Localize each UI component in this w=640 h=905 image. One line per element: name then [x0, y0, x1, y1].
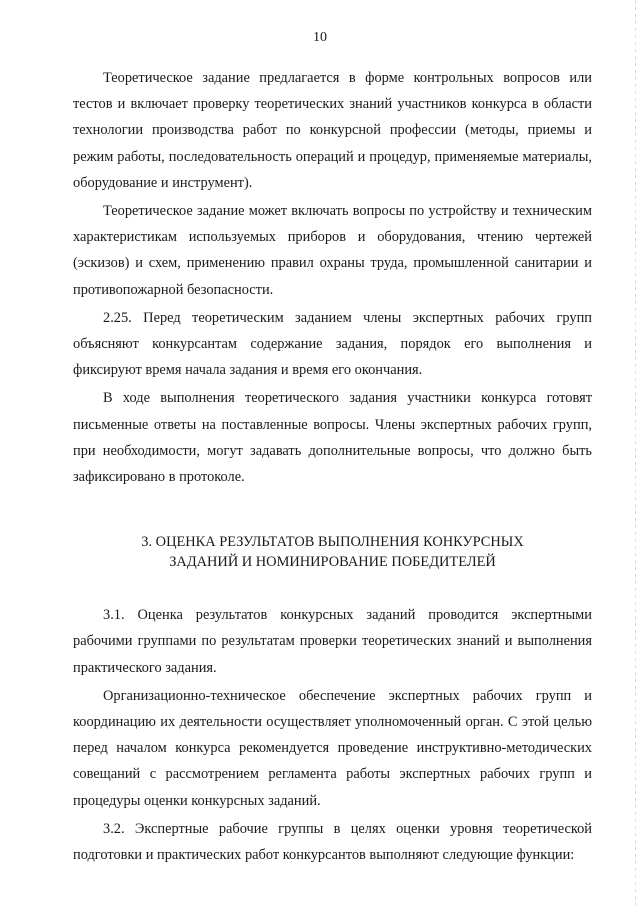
paragraph-theory-format: Теоретическое задание предлагается в форме контрольных вопросов или тестов и включает проверку теоретических знаний участников конкурса в области технологии производства работ по конкурсной профессии (методы, приемы и режим работы, последовательность операций и процедур, применяемые материалы, оборудование и инструмент).: [73, 70, 592, 191]
paragraph-3-1: 3.1. Оценка результатов конкурсных заданий проводится экспертными рабочими группами по результатам проверки теоретических знаний и выполнения практического задания.: [73, 607, 592, 676]
paragraph-theory-content: Теоретическое задание может включать вопросы по устройству и техническим характеристикам используемых приборов и оборудования, чтению чертежей (эскизов) и схем, применению правил охраны труда, промышленной санитарии и противопожарной безопасности.: [73, 203, 592, 298]
page-edge-divider: [635, 0, 636, 905]
section-heading-line-2: ЗАДАНИЙ И НОМИНИРОВАНИЕ ПОБЕДИТЕЛЕЙ: [169, 554, 496, 571]
section-heading: [73, 532, 592, 572]
paragraph-theory-answers: В ходе выполнения теоретического задания участники конкурса готовят письменные ответы на поставленные вопросы. Члены экспертных рабочих групп, при необходимости, могут задавать дополнительные вопросы, что должно быть зафиксировано в протоколе.: [73, 390, 592, 486]
document-body: [73, 65, 592, 868]
section-heading-line-1: 3. ОЦЕНКА РЕЗУЛЬТАТОВ ВЫПОЛНЕНИЯ КОНКУРСНЫХ: [141, 534, 524, 551]
paragraph-2-25: 2.25. Перед теоретическим заданием члены экспертных рабочих групп объясняют конкурсантам содержание задания, порядок его выполнения и фиксируют время начала задания и время его окончания.: [73, 309, 592, 379]
page-number: 10: [313, 30, 327, 45]
paragraph-organization: Организационно-техническое обеспечение экспертных рабочих групп и координацию их деятельности осуществляет уполномоченный орган. С этой целью перед началом конкурса рекомендуется проведение инструктивно-методических совещаний с рассмотрением регламента работы экспертных рабочих групп и процедуры оценки конкурсных заданий.: [73, 687, 592, 809]
paragraph-3-2: 3.2. Экспертные рабочие группы в целях оценки уровня теоретической подготовки и практических работ конкурсантов выполняют следующие функции:: [73, 820, 592, 864]
